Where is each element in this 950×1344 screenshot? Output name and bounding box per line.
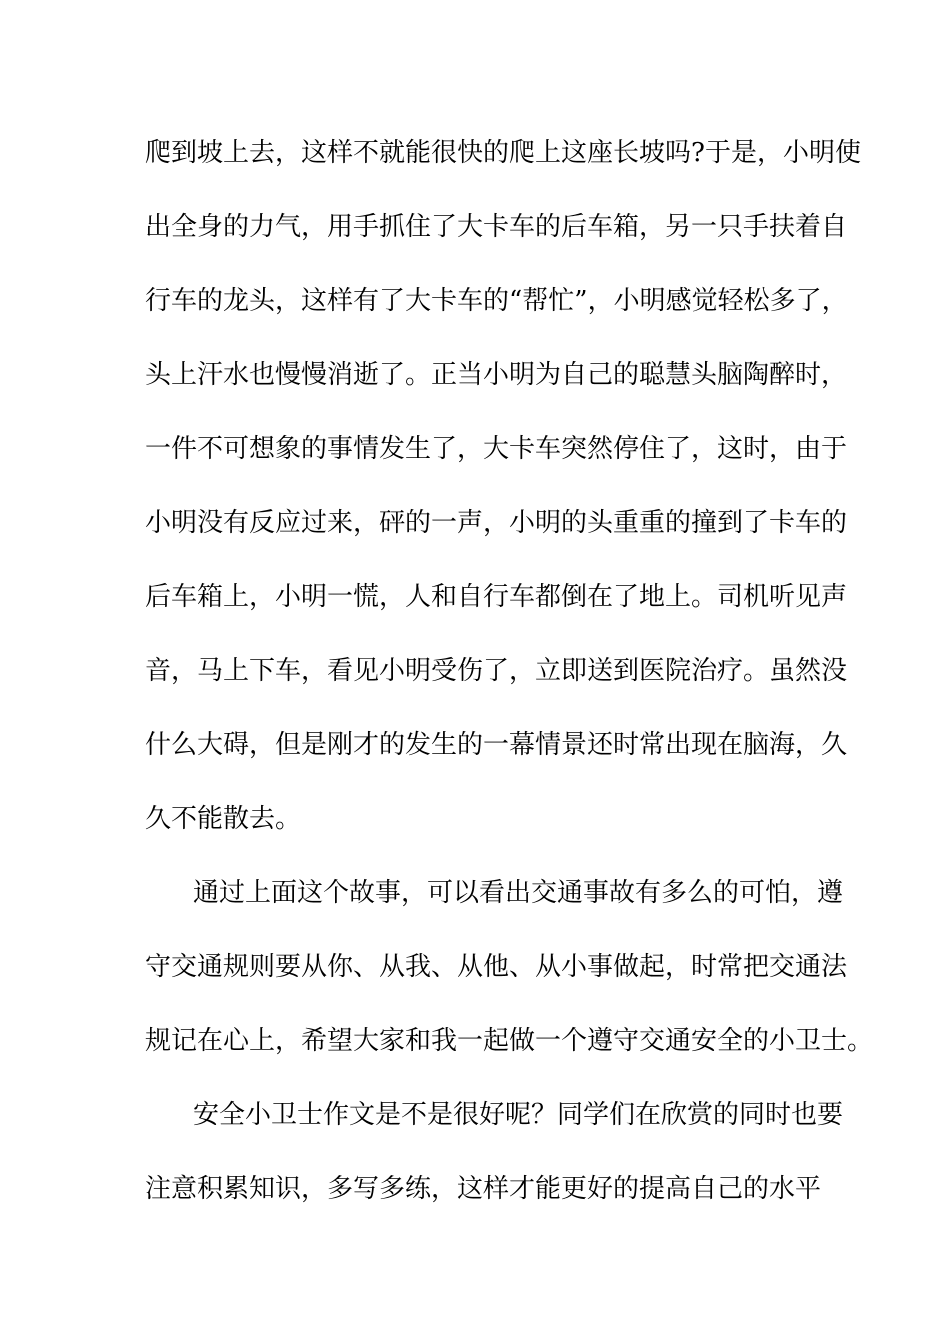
text-line: 久不能散去。 xyxy=(145,804,302,834)
text-line: 爬到坡上去，这样不就能很快的爬上这座长坡吗?于是，小明使 xyxy=(145,138,861,168)
text-line: 规记在心上，希望大家和我一起做一个遵守交通安全的小卫士。 xyxy=(145,1026,874,1056)
text-line: 行车的龙头，这样有了大卡车的“帮忙”，小明感觉轻松多了， xyxy=(145,286,848,316)
essay-text xyxy=(145,130,874,1240)
text-line: 后车箱上，小明一慌，人和自行车都倒在了地上。司机听见声 xyxy=(145,582,848,612)
text-line: 守交通规则要从你、从我、从他、从小事做起，时常把交通法 xyxy=(145,952,848,982)
text-line: 注意积累知识，多写多练，这样才能更好的提高自己的水平 xyxy=(145,1174,822,1204)
text-line: 出全身的力气，用手抓住了大卡车的后车箱，另一只手扶着自 xyxy=(145,212,848,242)
text-line: 头上汗水也慢慢消逝了。正当小明为自己的聪慧头脑陶醉时， xyxy=(145,360,848,390)
text-line: 小明没有反应过来，砰的一声，小明的头重重的撞到了卡车的 xyxy=(145,508,848,538)
paragraph-start-line: 通过上面这个故事，可以看出交通事故有多么的可怕，遵 xyxy=(193,878,844,908)
text-line: 什么大碍，但是刚才的发生的一幕情景还时常出现在脑海，久 xyxy=(145,730,848,760)
text-line: 音，马上下车，看见小明受伤了，立即送到医院治疗。虽然没 xyxy=(145,656,848,686)
paragraph-start-line: 安全小卫士作文是不是很好呢？同学们在欣赏的同时也要 xyxy=(193,1100,844,1130)
text-line: 一件不可想象的事情发生了，大卡车突然停住了，这时，由于 xyxy=(145,434,848,464)
